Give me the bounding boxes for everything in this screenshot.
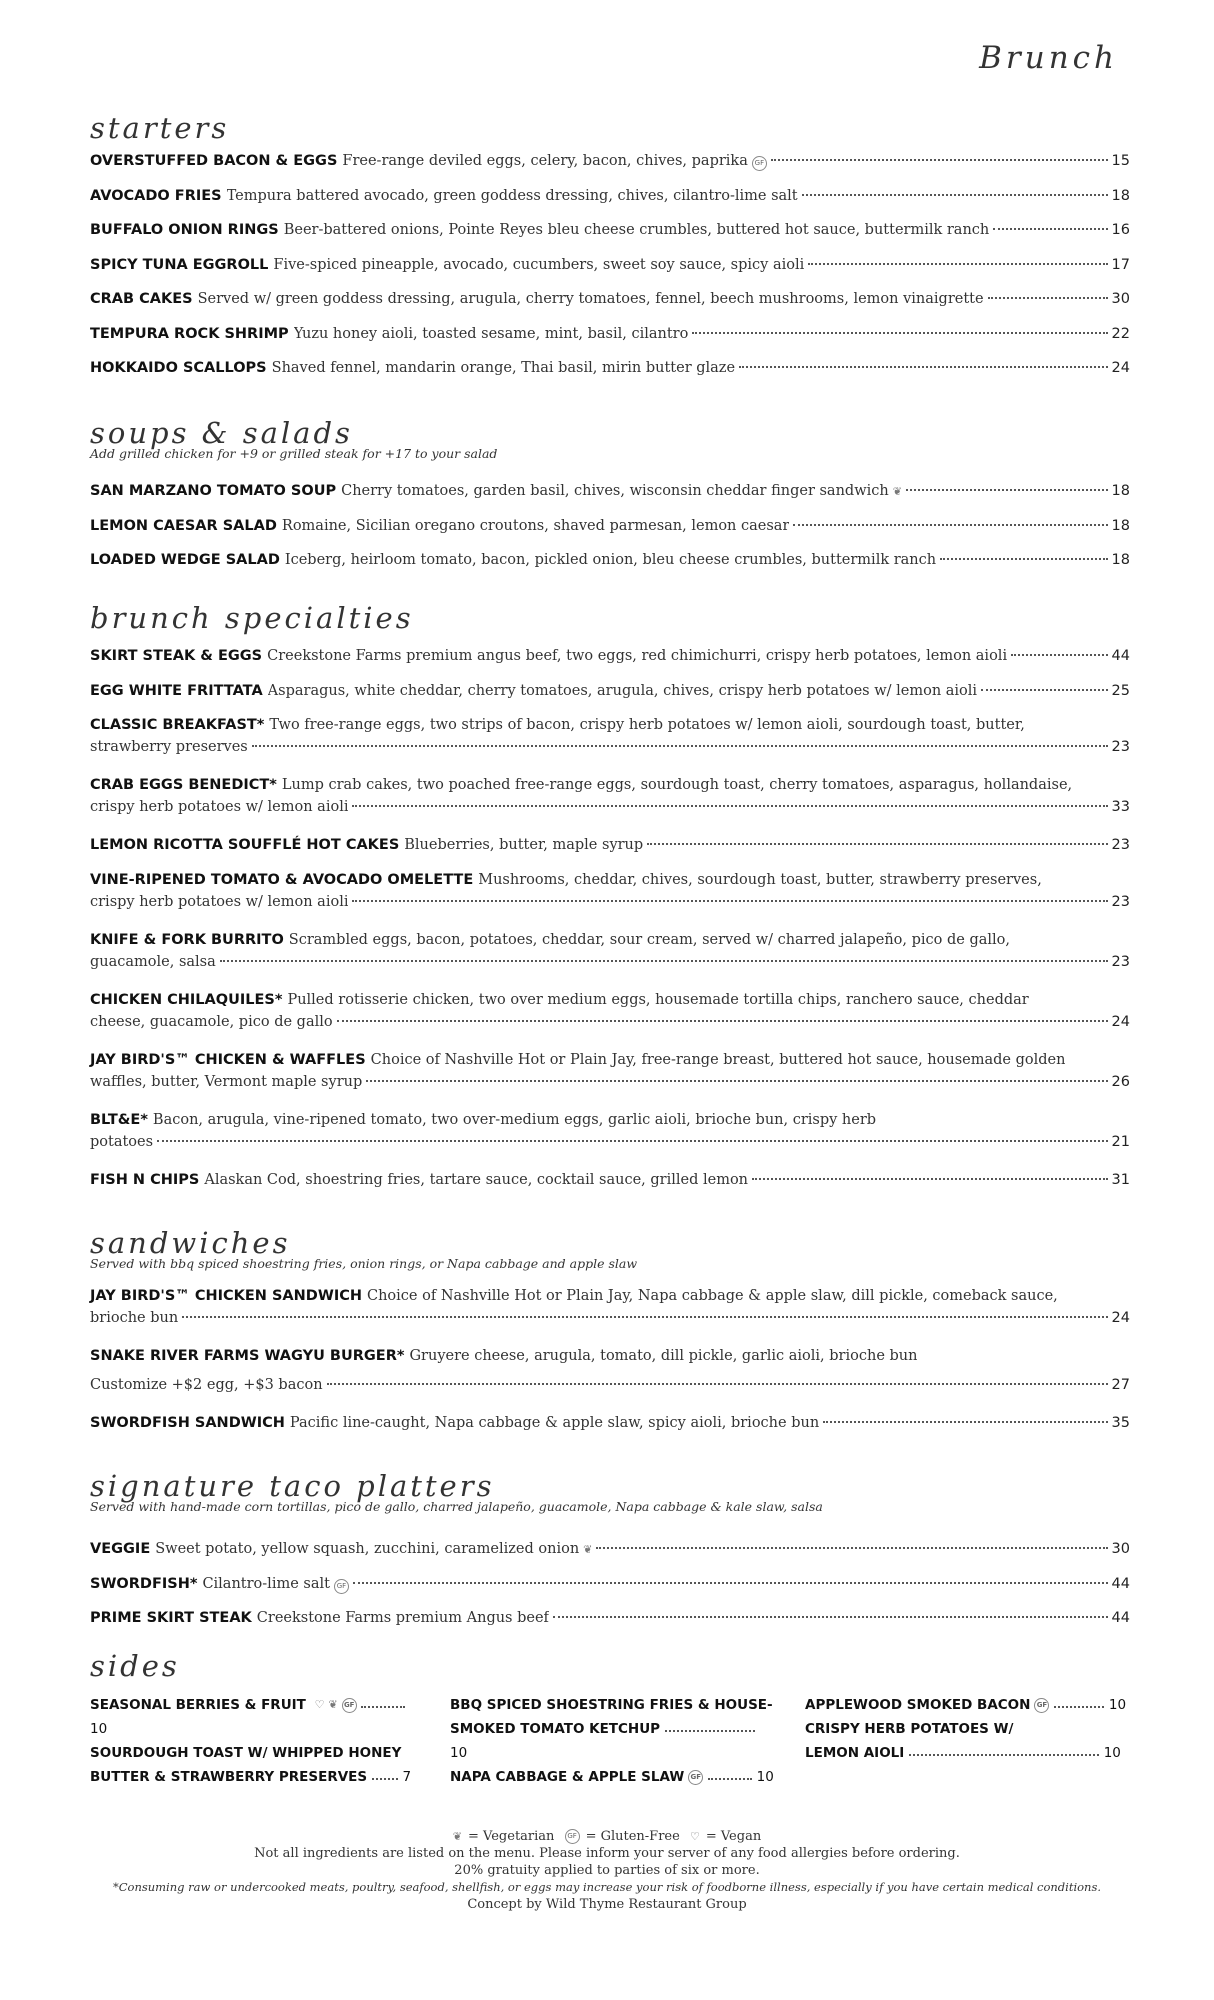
item-name: AVOCADO FRIES — [90, 187, 222, 204]
menu-item — [90, 1573, 1130, 1608]
item-price: 31 — [1111, 1171, 1130, 1188]
item-description: Pulled rotisserie chicken, two over medium eggs, housemade tortilla chips, ranchero sauce, cheddar — [287, 991, 1029, 1008]
menu-item — [90, 869, 1130, 929]
item-description: Five-spiced pineapple, avocado, cucumbers, sweet soy sauce, spicy aioli — [273, 256, 805, 273]
side-item: APPLEWOOD SMOKED BACON GF 10 — [805, 1697, 1127, 1713]
dot-leader — [692, 332, 1107, 334]
menu-item — [90, 1049, 1130, 1109]
sides-column-2 — [450, 1693, 775, 1789]
sides-column-3 — [805, 1693, 1130, 1765]
vegan-icon: ♡ — [689, 1830, 700, 1843]
section-title: signature taco platters — [90, 1469, 495, 1503]
section-title: sandwiches — [90, 1226, 291, 1260]
item-name: FISH N CHIPS — [90, 1171, 200, 1188]
item-description: Served w/ green goddess dressing, arugula, cherry tomatoes, fennel, beech mushrooms, lemon vinaigrette — [197, 291, 984, 307]
item-description: Mushrooms, cheddar, chives, sourdough toast, butter, strawberry preserves, — [478, 871, 1042, 888]
item-description: Bacon, arugula, vine-ripened tomato, two over-medium eggs, garlic aioli, brioche bun, crispy herb — [152, 1111, 877, 1128]
menu-item — [90, 288, 1130, 323]
menu-item — [90, 1169, 1130, 1204]
dot-leader — [372, 1778, 398, 1780]
dot-leader — [808, 263, 1107, 265]
item-description-cont: strawberry preserves — [90, 739, 248, 755]
dot-leader — [182, 1316, 1107, 1318]
item-price: 27 — [1111, 1377, 1130, 1393]
item-name: VINE-RIPENED TOMATO & AVOCADO OMELETTE — [90, 871, 474, 888]
item-price: 25 — [1111, 682, 1130, 699]
gluten-free-icon: GF — [334, 1579, 349, 1594]
item-price: 18 — [1111, 517, 1130, 534]
item-description-cont: Customize +$2 egg, +$3 bacon — [90, 1377, 323, 1393]
item-name: OVERSTUFFED BACON & EGGS — [90, 153, 338, 169]
item-name: CRAB CAKES — [90, 291, 193, 307]
dot-leader — [981, 689, 1107, 691]
dot-leader — [940, 558, 1107, 560]
gluten-free-icon: GF — [1034, 1698, 1049, 1713]
item-description-cont: brioche bun — [90, 1310, 179, 1326]
dot-leader — [352, 805, 1107, 807]
menu-item — [90, 645, 1130, 680]
item-name: SKIRT STEAK & EGGS — [90, 648, 263, 664]
specialties-list — [90, 645, 1130, 1203]
menu-item — [90, 254, 1130, 289]
section-soups-salads — [90, 415, 1130, 461]
sandwiches-list — [90, 1285, 1130, 1447]
item-name: JAY BIRD'S™ CHICKEN SANDWICH — [90, 1288, 362, 1304]
item-name: TEMPURA ROCK SHRIMP — [90, 325, 289, 342]
item-description-cont: crispy herb potatoes w/ lemon aioli — [90, 893, 349, 910]
item-description-cont: guacamole, salsa — [90, 953, 216, 970]
item-description: Shaved fennel, mandarin orange, Thai basil, mirin butter glaze — [271, 360, 736, 376]
item-description: Cilantro-lime salt — [202, 1575, 330, 1592]
menu-item — [90, 219, 1130, 254]
item-price: 23 — [1111, 953, 1130, 970]
menu-item — [90, 1109, 1130, 1169]
item-price: 23 — [1111, 739, 1130, 755]
item-description-cont: cheese, guacamole, pico de gallo — [90, 1013, 333, 1030]
section-sides — [90, 1648, 1130, 1684]
vegan-icon: ♡ — [314, 1698, 325, 1711]
dot-leader — [802, 194, 1108, 196]
menu-item — [90, 1538, 1130, 1573]
dot-leader — [553, 1616, 1108, 1618]
dot-leader — [665, 1730, 755, 1732]
item-name: KNIFE & FORK BURRITO — [90, 931, 284, 948]
side-item: SOURDOUGH TOAST W/ WHIPPED HONEY BUTTER & STRAWBERRY PRESERVES 7 — [90, 1745, 412, 1785]
section-starters — [90, 110, 1130, 146]
item-price: 23 — [1111, 893, 1130, 910]
vegetarian-icon: ❦ — [583, 1543, 593, 1556]
item-price: 26 — [1111, 1073, 1130, 1090]
item-description-cont: potatoes — [90, 1133, 154, 1150]
sides-grid — [90, 1693, 1130, 1785]
menu-item — [90, 774, 1130, 834]
section-note: Add grilled chicken for +9 or grilled steak for +17 to your salad — [90, 446, 498, 461]
section-brunch-specialties — [90, 600, 1130, 636]
dot-leader — [596, 1547, 1107, 1549]
menu-item — [90, 680, 1130, 715]
item-description: Scrambled eggs, bacon, potatoes, cheddar, sour cream, served w/ charred jalapeño, pico de gallo, — [288, 931, 1011, 948]
item-price: 35 — [1111, 1415, 1130, 1431]
item-name: SAN MARZANO TOMATO SOUP — [90, 483, 337, 499]
tacos-list — [90, 1538, 1130, 1642]
item-name: SWORDFISH SANDWICH — [90, 1415, 285, 1431]
item-name: EGG WHITE FRITTATA — [90, 682, 263, 699]
item-price: 22 — [1111, 325, 1130, 342]
item-description: Creekstone Farms premium angus beef, two eggs, red chimichurri, crispy herb potatoes, lemon aioli — [267, 648, 1008, 664]
item-name: LEMON CAESAR SALAD — [90, 517, 277, 534]
item-description: Creekstone Farms premium Angus beef — [256, 1610, 549, 1626]
item-price: 18 — [1111, 483, 1130, 499]
item-price: 15 — [1111, 153, 1130, 169]
menu-footer — [0, 1828, 1214, 1913]
item-price: 30 — [1111, 291, 1130, 307]
item-description: Pacific line-caught, Napa cabbage & apple slaw, spicy aioli, brioche bun — [289, 1415, 820, 1431]
menu-item — [90, 989, 1130, 1049]
item-price: 44 — [1111, 1575, 1130, 1592]
dot-leader — [353, 1582, 1108, 1584]
side-item: NAPA CABBAGE & APPLE SLAW GF 10 — [450, 1769, 774, 1785]
item-name: BUFFALO ONION RINGS — [90, 222, 279, 238]
side-item: BBQ SPICED SHOESTRING FRIES & HOUSE- SMOKED TOMATO KETCHUP 10 — [450, 1697, 773, 1761]
item-name: CRAB EGGS BENEDICT* — [90, 777, 277, 793]
dot-leader — [909, 1754, 1099, 1756]
item-name: PRIME SKIRT STEAK — [90, 1610, 252, 1626]
item-price: 17 — [1111, 256, 1130, 273]
dot-leader — [739, 366, 1108, 368]
dot-leader — [327, 1383, 1108, 1385]
item-price: 30 — [1111, 1541, 1130, 1557]
section-title: starters — [90, 111, 230, 145]
consumption-warning: *Consuming raw or undercooked meats, poultry, seafood, shellfish, or eggs may increase your risk of foodborne illness, especially if you have certain medical conditions. — [112, 1880, 1102, 1894]
section-note: Served with bbq spiced shoestring fries, onion rings, or Napa cabbage and apple slaw — [90, 1256, 638, 1271]
item-price: 44 — [1111, 648, 1130, 664]
gratuity-notice: 20% gratuity applied to parties of six or more. — [454, 1863, 760, 1878]
section-title: brunch specialties — [90, 601, 414, 635]
menu-item — [90, 1607, 1130, 1642]
menu-item — [90, 515, 1130, 550]
item-price: 24 — [1111, 360, 1130, 376]
menu-item — [90, 480, 1130, 515]
section-sandwiches — [90, 1225, 1130, 1271]
item-price: 18 — [1111, 187, 1130, 204]
item-name: VEGGIE — [90, 1541, 151, 1557]
menu-item — [90, 150, 1130, 185]
menu-item — [90, 834, 1130, 869]
menu-item — [90, 549, 1130, 584]
menu-item — [90, 357, 1130, 392]
dot-leader — [988, 297, 1108, 299]
item-price: 21 — [1111, 1133, 1130, 1150]
item-description: Blueberries, butter, maple syrup — [404, 837, 644, 853]
sides-column-1 — [90, 1693, 415, 1789]
item-description: Yuzu honey aioli, toasted sesame, mint, basil, cilantro — [293, 325, 689, 342]
item-name: SWORDFISH* — [90, 1575, 198, 1592]
menu-item — [90, 714, 1130, 774]
section-note: Served with hand-made corn tortillas, pico de gallo, charred jalapeño, guacamole, Napa cabbage & kale slaw, salsa — [90, 1499, 823, 1514]
menu-item — [90, 1285, 1130, 1345]
item-price: 24 — [1111, 1310, 1130, 1326]
menu-item — [90, 1412, 1130, 1447]
dot-leader — [993, 228, 1107, 230]
dot-leader — [771, 159, 1108, 161]
dot-leader — [1011, 654, 1107, 656]
item-price: 44 — [1111, 1610, 1130, 1626]
item-price: 18 — [1111, 552, 1130, 568]
item-description: Two free-range eggs, two strips of bacon, crispy herb potatoes w/ lemon aioli, sourdough toast, butter, — [269, 717, 1025, 733]
item-price: 23 — [1111, 837, 1130, 853]
dot-leader — [352, 900, 1107, 902]
dot-leader — [708, 1778, 752, 1780]
section-title: soups & salads — [90, 416, 353, 450]
item-description: Choice of Nashville Hot or Plain Jay, free-range breast, buttered hot sauce, housemade golden — [370, 1051, 1066, 1068]
soups-list — [90, 480, 1130, 584]
vegetarian-icon: ❦ — [328, 1698, 338, 1711]
item-description: Lump crab cakes, two poached free-range eggs, sourdough toast, cherry tomatoes, asparagus, hollandaise, — [281, 777, 1073, 793]
gluten-free-icon: GF — [752, 156, 767, 171]
item-description: Alaskan Cod, shoestring fries, tartare sauce, cocktail sauce, grilled lemon — [204, 1171, 749, 1188]
section-taco-platters — [90, 1468, 1130, 1514]
item-name: LOADED WEDGE SALAD — [90, 552, 280, 568]
item-description: Beer-battered onions, Pointe Reyes bleu cheese crumbles, buttered hot sauce, buttermilk ranch — [283, 222, 990, 238]
item-description-cont: crispy herb potatoes w/ lemon aioli — [90, 799, 349, 815]
dot-leader — [906, 489, 1108, 491]
item-name: SNAKE RIVER FARMS WAGYU BURGER* — [90, 1348, 405, 1364]
menu-item — [90, 929, 1130, 989]
gluten-free-icon: GF — [565, 1829, 580, 1844]
item-name: CHICKEN CHILAQUILES* — [90, 991, 283, 1008]
dot-leader — [337, 1020, 1108, 1022]
item-description: Choice of Nashville Hot or Plain Jay, Napa cabbage & apple slaw, dill pickle, comeback sauce, — [367, 1288, 1058, 1304]
vegetarian-icon: ❦ — [892, 485, 902, 498]
dietary-legend: ❦ = Vegetarian GF = Gluten-Free ♡ = Vegan — [452, 1829, 762, 1844]
gluten-free-icon: GF — [688, 1770, 703, 1785]
menu-title: Brunch — [979, 40, 1118, 76]
dot-leader — [252, 745, 1108, 747]
item-price: 16 — [1111, 222, 1130, 238]
side-item: CRISPY HERB POTATOES W/ LEMON AIOLI 10 — [805, 1721, 1121, 1761]
item-name: HOKKAIDO SCALLOPS — [90, 360, 267, 376]
dot-leader — [1054, 1706, 1104, 1708]
dot-leader — [220, 960, 1108, 962]
allergy-notice: Not all ingredients are listed on the menu. Please inform your server of any food allergies before ordering. — [254, 1846, 960, 1861]
item-name: SPICY TUNA EGGROLL — [90, 256, 269, 273]
concept-credit: Concept by Wild Thyme Restaurant Group — [467, 1897, 747, 1912]
item-name: CLASSIC BREAKFAST* — [90, 717, 265, 733]
dot-leader — [752, 1178, 1108, 1180]
starters-list — [90, 150, 1130, 392]
dot-leader — [361, 1706, 405, 1708]
item-price: 24 — [1111, 1013, 1130, 1030]
menu-item — [90, 1345, 1130, 1412]
menu-item — [90, 323, 1130, 358]
item-description-cont: waffles, butter, Vermont maple syrup — [90, 1073, 363, 1090]
item-description: Gruyere cheese, arugula, tomato, dill pickle, garlic aioli, brioche bun — [409, 1348, 918, 1364]
side-item: SEASONAL BERRIES & FRUIT ♡ ❦ GF 10 — [90, 1693, 415, 1741]
item-description: Asparagus, white cheddar, cherry tomatoes, arugula, chives, crispy herb potatoes w/ lemon aioli — [267, 682, 978, 699]
item-description: Tempura battered avocado, green goddess dressing, chives, cilantro-lime salt — [226, 187, 798, 204]
item-description: Iceberg, heirloom tomato, bacon, pickled onion, bleu cheese crumbles, buttermilk ranch — [284, 552, 937, 568]
item-name: LEMON RICOTTA SOUFFLÉ HOT CAKES — [90, 837, 400, 853]
item-description: Sweet potato, yellow squash, zucchini, caramelized onion — [155, 1541, 580, 1557]
dot-leader — [366, 1080, 1107, 1082]
dot-leader — [647, 843, 1107, 845]
dot-leader — [793, 524, 1107, 526]
item-description: Romaine, Sicilian oregano croutons, shaved parmesan, lemon caesar — [281, 517, 790, 534]
section-title: sides — [90, 1649, 180, 1683]
item-price: 33 — [1111, 799, 1130, 815]
item-description: Cherry tomatoes, garden basil, chives, wisconsin cheddar finger sandwich — [341, 483, 889, 499]
menu-item — [90, 185, 1130, 220]
dot-leader — [157, 1140, 1107, 1142]
item-name: BLT&E* — [90, 1111, 148, 1128]
item-name: JAY BIRD'S™ CHICKEN & WAFFLES — [90, 1051, 366, 1068]
gluten-free-icon: GF — [342, 1698, 357, 1713]
item-description: Free-range deviled eggs, celery, bacon, chives, paprika — [342, 153, 748, 169]
dot-leader — [823, 1421, 1107, 1423]
vegetarian-icon: ❦ — [452, 1830, 463, 1843]
